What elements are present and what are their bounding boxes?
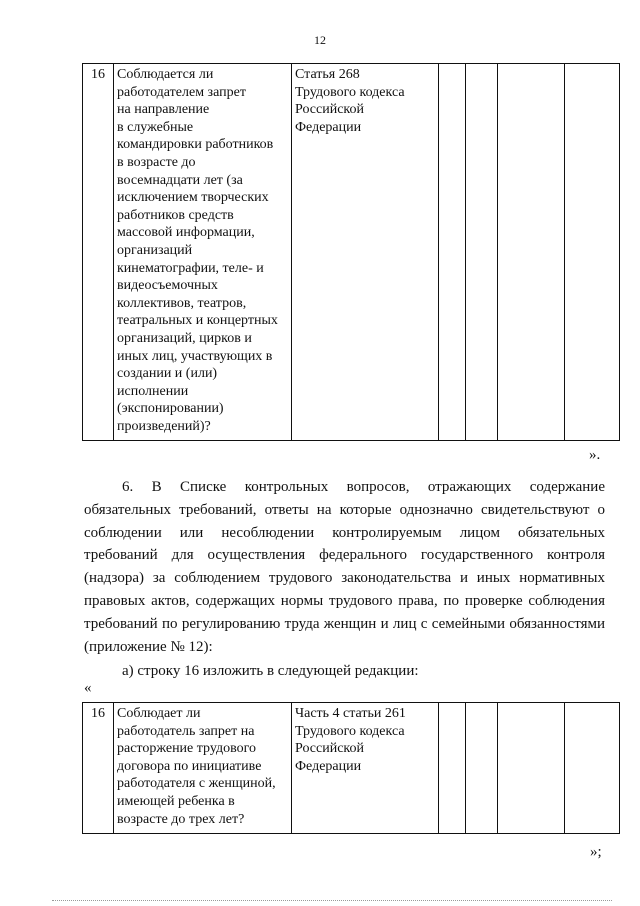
closing-quote: ». — [589, 447, 601, 463]
answer-cell-yes — [439, 64, 466, 441]
answer-cell-note — [565, 64, 620, 441]
row-number-cell: 16 — [83, 703, 114, 834]
table-row — [83, 64, 620, 441]
paragraph-main: 6. В Списке контрольных вопросов, отражающих содержание обязательных требований, ответы на которые однозначно свидетельствуют о соблюдении или несоблюдении контролируемым лицом обязательных требований для осуществления федерального государственного контроля (надзора) за соблюдением трудового законодательства и иных нормативных правовых актов, содержащих нормы трудового права, по проверке соблюдения требований по регулированию труда женщин и лиц с семейными обязанностями (приложение № 12): — [84, 479, 605, 655]
opening-quote: « — [84, 680, 92, 696]
checklist-table-old-row — [82, 63, 620, 441]
answer-cell-not-applicable — [498, 703, 565, 834]
answer-cell-not-applicable — [498, 64, 565, 441]
checklist-table-new-row — [82, 702, 620, 834]
legal-reference-cell: Статья 268 Трудового кодекса Российской Федерации — [292, 64, 439, 441]
table-row — [83, 703, 620, 834]
legal-reference-cell: Часть 4 статьи 261 Трудового кодекса Российской Федерации — [292, 703, 439, 834]
closing-quote-semicolon: »; — [590, 844, 602, 860]
question-cell: Соблюдает ли работодатель запрет на расторжение трудового договора по инициативе работодателя с женщиной, имеющей ребенка в возрасте до трех лет? — [114, 703, 292, 834]
answer-cell-yes — [439, 703, 466, 834]
amendment-text — [84, 476, 605, 683]
paragraph-sub: а) строку 16 изложить в следующей редакции: — [122, 663, 419, 680]
page-number: 12 — [314, 33, 326, 47]
answer-cell-note — [565, 703, 620, 834]
answer-cell-no — [466, 703, 498, 834]
question-cell: Соблюдается ли работодателем запрет на направление в служебные командировки работников в возрасте до восемнадцати лет (за исключением творческих работников средств массовой информации, организаций кинематографии, теле- и видеосъемочных коллективов, театров, театральных и концертных организаций, цирков и иных лиц, участвующих в создании и (или) исполнении (экспонировании) произведений)? — [114, 64, 292, 441]
row-number-cell: 16 — [83, 64, 114, 441]
footer-divider — [52, 900, 612, 901]
answer-cell-no — [466, 64, 498, 441]
